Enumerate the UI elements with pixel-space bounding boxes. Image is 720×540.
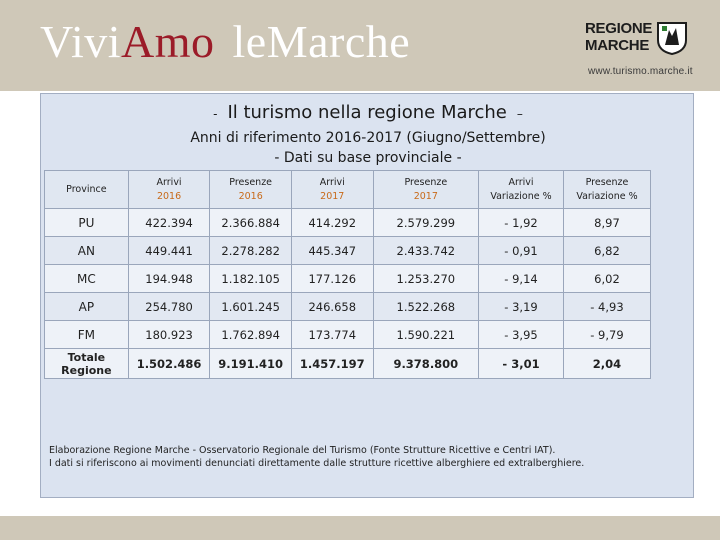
cell-arrivi-var: - 9,14: [479, 265, 564, 293]
header-arrivi-2017: Arrivi 2017: [291, 171, 373, 209]
website-link[interactable]: www.turismo.marche.it: [588, 66, 693, 77]
logo-text: REGIONE MARCHE: [585, 20, 653, 54]
cell-arrivi-2017: 445.347: [291, 237, 373, 265]
table-row: [45, 293, 651, 321]
cell-presenze-2016: 2.366.884: [210, 209, 292, 237]
cell-presenze-2016: 2.278.282: [210, 237, 292, 265]
title-text: Il turismo nella regione Marche: [227, 102, 507, 123]
header-arrivi-variazione: Arrivi Variazione %: [479, 171, 564, 209]
cell-arrivi-var: - 0,91: [479, 237, 564, 265]
cell-arrivi-2016: 180.923: [128, 321, 210, 349]
cell-presenze-2016: 1.762.894: [210, 321, 292, 349]
footer-bar: [0, 516, 720, 540]
cell-total-arrivi-2016: 1.502.486: [128, 349, 210, 379]
brand-part-marche: Marche: [266, 16, 411, 67]
cell-presenze-2017: 1.253.270: [373, 265, 479, 293]
cell-presenze-2016: 1.182.105: [210, 265, 292, 293]
brand-part-amo: Amo: [121, 16, 215, 67]
cell-province: MC: [45, 265, 129, 293]
table-total-row: [45, 349, 651, 379]
cell-total-presenze-2016: 9.191.410: [210, 349, 292, 379]
page-subtitle: [41, 128, 695, 168]
header-province: Province: [45, 171, 129, 209]
cell-province: AN: [45, 237, 129, 265]
cell-presenze-var: 6,82: [563, 237, 650, 265]
cell-arrivi-2016: 422.394: [128, 209, 210, 237]
cell-total-presenze-2017: 9.378.800: [373, 349, 479, 379]
page-title: - Il turismo nella regione Marche –: [213, 102, 523, 123]
source-note: [49, 444, 584, 470]
header-presenze-2017: Presenze 2017: [373, 171, 479, 209]
brand-logotype: [40, 12, 410, 72]
source-note-line2: I dati si riferiscono ai movimenti denunciati direttamente dalle strutture ricettive alberghiere ed extralberghiere.: [49, 458, 585, 469]
cell-presenze-var: 8,97: [563, 209, 650, 237]
cell-arrivi-var: - 3,95: [479, 321, 564, 349]
tourism-table: [44, 170, 651, 379]
table-row: [45, 237, 651, 265]
cell-arrivi-var: - 3,19: [479, 293, 564, 321]
cell-presenze-var: - 9,79: [563, 321, 650, 349]
regione-shield-icon: [655, 20, 689, 56]
cell-arrivi-2016: 449.441: [128, 237, 210, 265]
cell-arrivi-2017: 414.292: [291, 209, 373, 237]
header-presenze-2016: Presenze 2016: [210, 171, 292, 209]
cell-arrivi-2017: 173.774: [291, 321, 373, 349]
brand-part-vivi: Vivi: [40, 16, 122, 67]
regione-marche-logo: [585, 18, 695, 62]
table-header-row: [45, 171, 651, 209]
cell-presenze-2017: 1.522.268: [373, 293, 479, 321]
header-arrivi-2016: Arrivi 2016: [128, 171, 210, 209]
cell-total-label: Totale Regione: [45, 349, 129, 379]
header-presenze-variazione: Presenze Variazione %: [563, 171, 650, 209]
content-panel: [40, 93, 694, 498]
cell-arrivi-2017: 246.658: [291, 293, 373, 321]
source-note-line1: Elaborazione Regione Marche - Osservatorio Regionale del Turismo (Fonte Strutture Ricettive e Centri IAT).: [49, 445, 556, 456]
cell-province: PU: [45, 209, 129, 237]
cell-arrivi-2017: 177.126: [291, 265, 373, 293]
table-row: [45, 321, 651, 349]
brand-part-le: le: [232, 16, 267, 67]
cell-presenze-2017: 1.590.221: [373, 321, 479, 349]
header-bar: [0, 0, 720, 91]
cell-presenze-var: 6,02: [563, 265, 650, 293]
table-row: [45, 265, 651, 293]
cell-total-presenze-var: 2,04: [563, 349, 650, 379]
subtitle-scope: - Dati su base provinciale -: [274, 150, 462, 166]
table-row: [45, 209, 651, 237]
cell-arrivi-2016: 194.948: [128, 265, 210, 293]
cell-province: FM: [45, 321, 129, 349]
cell-total-arrivi-2017: 1.457.197: [291, 349, 373, 379]
cell-presenze-2017: 2.579.299: [373, 209, 479, 237]
cell-arrivi-var: - 1,92: [479, 209, 564, 237]
cell-province: AP: [45, 293, 129, 321]
cell-presenze-2017: 2.433.742: [373, 237, 479, 265]
cell-total-arrivi-var: - 3,01: [479, 349, 564, 379]
subtitle-period: Anni di riferimento 2016-2017 (Giugno/Settembre): [190, 130, 546, 146]
cell-presenze-2016: 1.601.245: [210, 293, 292, 321]
cell-presenze-var: - 4,93: [563, 293, 650, 321]
cell-arrivi-2016: 254.780: [128, 293, 210, 321]
